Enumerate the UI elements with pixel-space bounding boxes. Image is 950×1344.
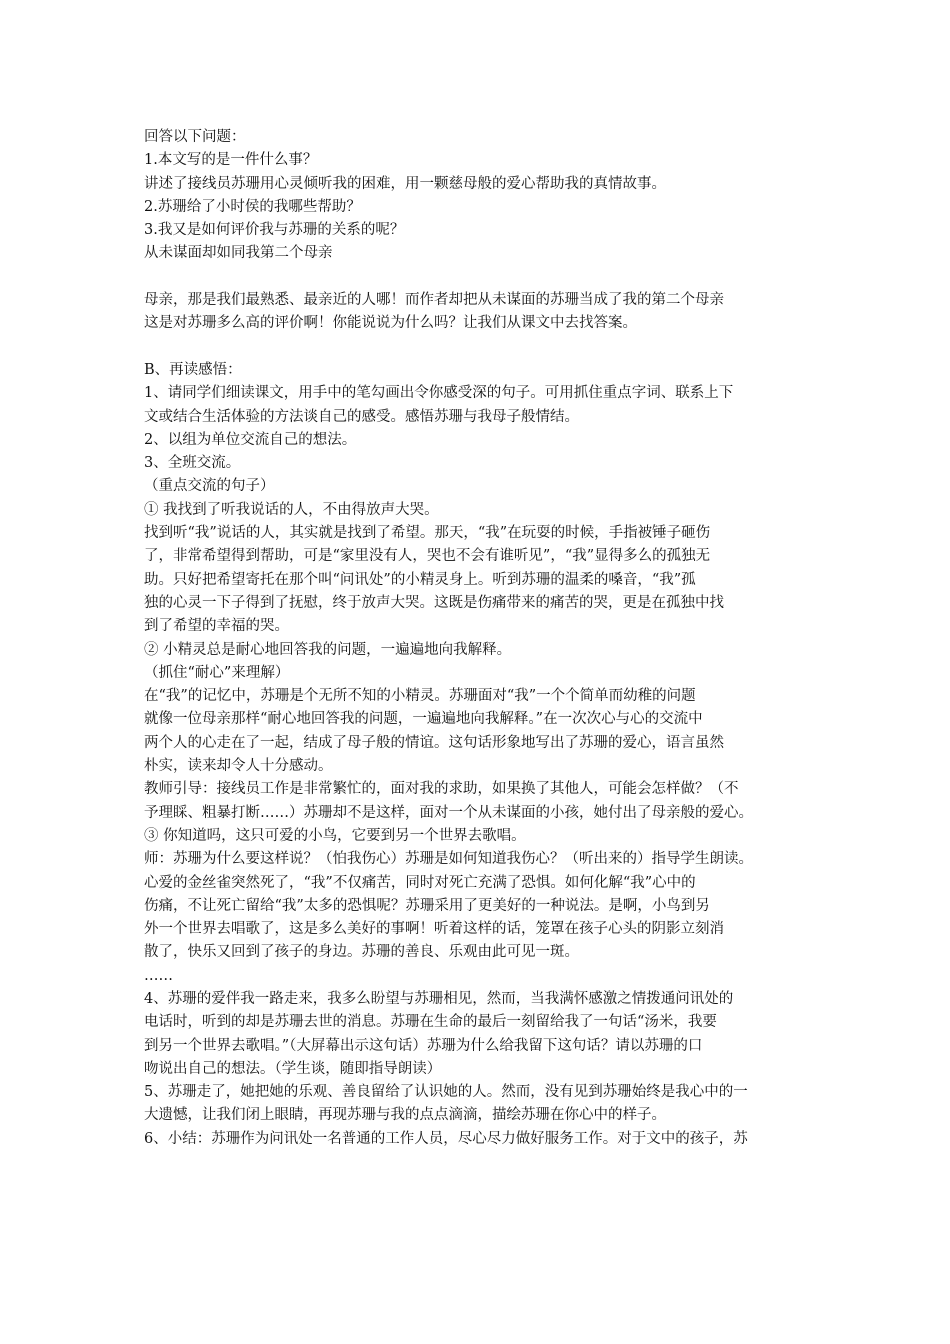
answer-3: 从未谋面却如同我第二个母亲 xyxy=(144,245,333,262)
item-4-line: 4、苏珊的爱伴我一路走来，我多么盼望与苏珊相见，然而，当我满怀感激之情拨通问讯处的 xyxy=(144,990,734,1007)
answer-1: 讲述了接线员苏珊用心灵倾听我的困难，用一颗慈母般的爱心帮助我的真情故事。 xyxy=(144,175,666,192)
sentence-3-title: ③ 你知道吗，这只可爱的小鸟，它要到另一个世界去歌唱。 xyxy=(144,827,526,844)
sentence-1-title: ① 我找到了听我说话的人，不由得放声大哭。 xyxy=(144,501,439,518)
teacher-guide-line: 予理睬、粗暴打断……）苏珊却不是这样，面对一个从未谋面的小孩，她付出了母亲般的爱心。 xyxy=(144,804,753,821)
section-b-heading: B、再读感悟： xyxy=(144,361,242,378)
sentence-2-note: （抓住“耐心”来理解） xyxy=(144,664,290,681)
sentence-3-body-line: 心爱的金丝雀突然死了，“我”不仅痛苦，同时对死亡充满了恐惧。如何化解“我”心中的 xyxy=(144,874,696,891)
focus-note: （重点交流的句子） xyxy=(144,478,275,495)
teacher-guide-line: 教师引导：接线员工作是非常繁忙的，面对我的求助，如果换了其他人，可能会怎样做？（不 xyxy=(144,781,739,798)
item-4-line: 吻说出自己的想法。（学生谈，随即指导朗读） xyxy=(144,1060,442,1077)
item-6-line: 6、小结：苏珊作为问讯处一名普通的工作人员，尽心尽力做好服务工作。对于文中的孩子，苏 xyxy=(144,1130,748,1147)
item-5-line: 5、苏珊走了，她把她的乐观、善良留给了认识她的人。然而，没有见到苏珊始终是我心中的一 xyxy=(144,1084,748,1101)
questions-heading: 回答以下问题： xyxy=(144,129,246,145)
intro-line: 母亲，那是我们最熟悉、最亲近的人哪！而作者却把从未谋面的苏珊当成了我的第二个母亲 xyxy=(144,292,724,309)
sentence-1-body-line: 了，非常希望得到帮助，可是“家里没有人，哭也不会有谁听见”，“我”显得多么的孤独无 xyxy=(144,548,711,565)
sentence-2-body-line: 朴实，读来却令人十分感动。 xyxy=(144,758,333,775)
item-2: 2、以组为单位交流自己的想法。 xyxy=(144,431,357,448)
sentence-3-body-line: 师：苏珊为什么要这样说？（怕我伤心）苏珊是如何知道我伤心？（听出来的）指导学生朗读。 xyxy=(144,851,753,868)
sentence-3-body-line: 外一个世界去唱歌了，这是多么美好的事啊！听着这样的话，笼罩在孩子心头的阴影立刻消 xyxy=(144,921,724,938)
item-5-line: 大遗憾，让我们闭上眼睛，再现苏珊与我的点点滴滴，描绘苏珊在你心中的样子。 xyxy=(144,1107,666,1124)
blank-line xyxy=(144,266,810,289)
intro-line: 这是对苏珊多么高的评价啊！你能说说为什么吗？让我们从课文中去找答案。 xyxy=(144,315,637,332)
sentence-1-body-line: 到了希望的幸福的哭。 xyxy=(144,618,289,635)
ellipsis: …… xyxy=(144,967,173,984)
sentence-2-body-line: 两个人的心走在了一起，结成了母子般的情谊。这句话形象地写出了苏珊的爱心，语言虽然 xyxy=(144,734,724,751)
question-3: 3.我又是如何评价我与苏珊的关系的呢？ xyxy=(144,222,405,239)
sentence-1-body-line: 助。只好把希望寄托在那个叫“问讯处”的小精灵身上。听到苏珊的温柔的嗓音，“我”孤 xyxy=(144,571,696,588)
document-body xyxy=(144,126,810,1151)
sentence-1-body-line: 找到听“我”说话的人，其实就是找到了希望。那天，“我”在玩耍的时候，手指被锤子砸伤 xyxy=(144,525,711,542)
sentence-1-body-line: 独的心灵一下子得到了抚慰，终于放声大哭。这既是伤痛带来的痛苦的哭，更是在孤独中找 xyxy=(144,594,724,611)
question-2: 2.苏珊给了小时侯的我哪些帮助？ xyxy=(144,198,361,215)
item-4-line: 到另一个世界去歌唱。”（大屏幕出示这句话）苏珊为什么给我留下这句话？请以苏珊的口 xyxy=(144,1037,703,1054)
sentence-2-body-line: 在“我”的记忆中，苏珊是个无所不知的小精灵。苏珊面对“我”一个个简单而幼稚的问题 xyxy=(144,688,696,705)
sentence-2-body-line: 就像一位母亲那样“耐心地回答我的问题，一遍遍地向我解释。”在一次次心与心的交流中 xyxy=(144,711,703,728)
question-1: 1.本文写的是一件什么事？ xyxy=(144,152,318,169)
item-3: 3、全班交流。 xyxy=(144,455,241,472)
sentence-2-title: ② 小精灵总是耐心地回答我的问题，一遍遍地向我解释。 xyxy=(144,641,512,658)
sentence-3-body-line: 伤痛，不让死亡留给“我”太多的恐惧呢？苏珊采用了更美好的一种说法。是啊，小鸟到另 xyxy=(144,897,710,914)
item-1-line: 文或结合生活体验的方法谈自己的感受。感悟苏珊与我母子般情结。 xyxy=(144,408,579,425)
blank-line xyxy=(144,336,810,359)
sentence-3-body-line: 散了，快乐又回到了孩子的身边。苏珊的善良、乐观由此可见一斑。 xyxy=(144,944,579,961)
item-1-line: 1、请同学们细读课文，用手中的笔勾画出令你感受深的句子。可用抓住重点字词、联系上下 xyxy=(144,385,734,402)
item-4-line: 电话时，听到的却是苏珊去世的消息。苏珊在生命的最后一刻留给我了一句话“汤米，我要 xyxy=(144,1014,717,1031)
